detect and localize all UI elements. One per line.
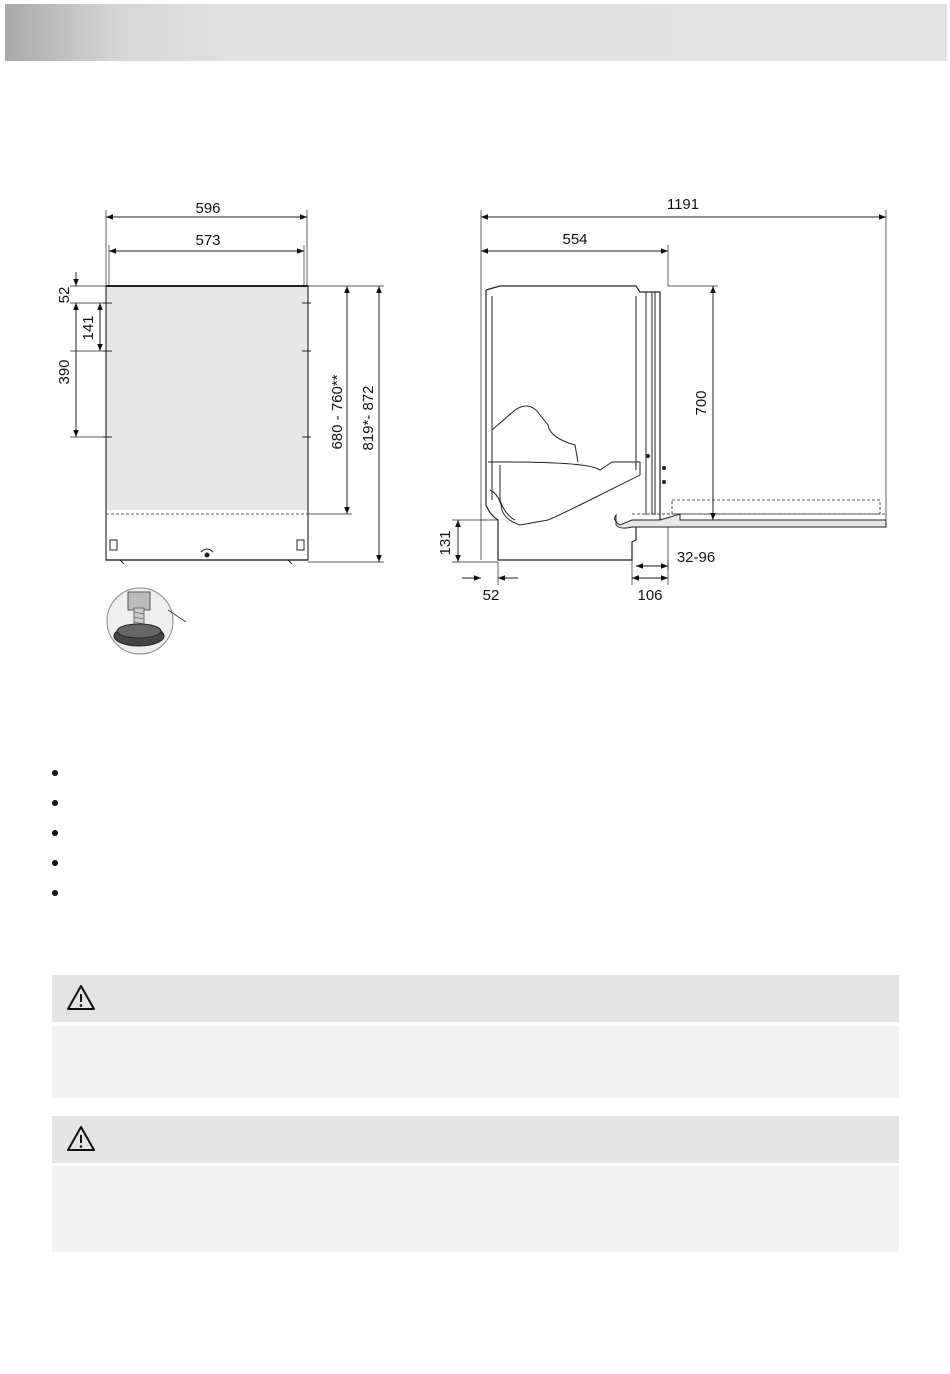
- warning-header-1: [52, 975, 899, 1022]
- dim-390: 390: [56, 359, 73, 385]
- dim-width-573: 573: [195, 232, 221, 249]
- warning-triangle-icon: [66, 1125, 96, 1153]
- warning-body-1: [52, 1026, 899, 1098]
- bullet-dot: [52, 800, 58, 806]
- dim-106: 106: [637, 587, 663, 604]
- dim-700: 700: [693, 390, 710, 416]
- bullet-dot: [52, 860, 58, 866]
- dim-131: 131: [437, 530, 454, 556]
- warning-body-2: [52, 1166, 899, 1252]
- bullet-dot: [52, 830, 58, 836]
- bullet-dot: [52, 890, 58, 896]
- bullet-dot: [52, 770, 58, 776]
- warning-triangle-icon: [66, 984, 96, 1012]
- adjustable-foot-detail: [107, 588, 186, 654]
- dim-depth-1191: 1191: [666, 196, 700, 213]
- dim-height-680-760: 680 - 760**: [329, 374, 346, 450]
- dim-depth-554: 554: [562, 231, 588, 248]
- dim-height-819-872: 819*- 872: [360, 385, 377, 451]
- dim-32-96: 32-96: [676, 549, 716, 566]
- dim-141: 141: [80, 315, 97, 341]
- dim-width-596: 596: [195, 200, 221, 217]
- dim-52-side: 52: [482, 587, 500, 604]
- side-view: [452, 210, 886, 585]
- warning-header-2: [52, 1116, 899, 1163]
- dim-52-front: 52: [56, 286, 73, 304]
